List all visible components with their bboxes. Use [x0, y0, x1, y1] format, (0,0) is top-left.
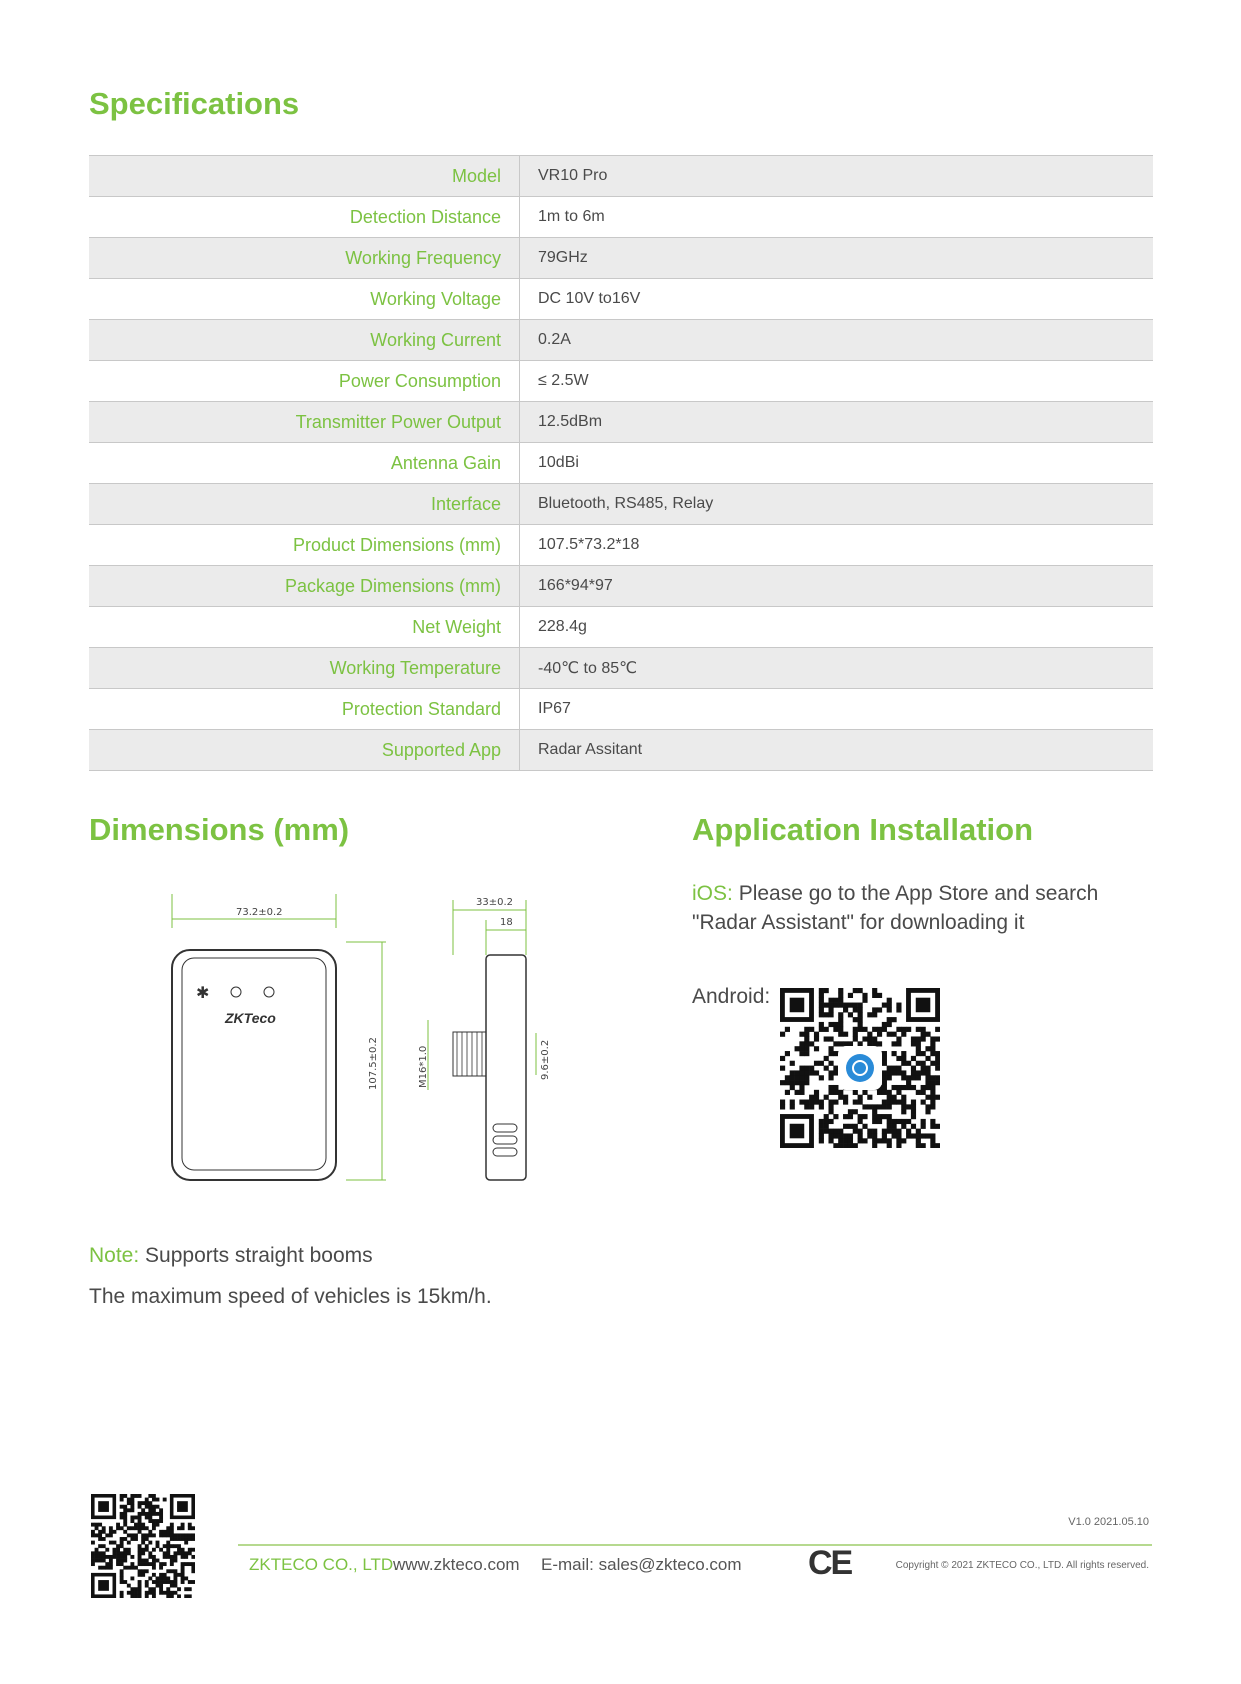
spec-value: 10dBi — [520, 443, 1154, 484]
note-label: Note: — [89, 1244, 140, 1267]
spec-label: Working Voltage — [89, 279, 520, 320]
ios-label: iOS: — [692, 882, 733, 905]
bolt-thread-lines — [457, 1032, 482, 1076]
spec-row — [89, 197, 1153, 238]
bluetooth-icon: ✱ — [196, 983, 210, 1002]
spec-label: Package Dimensions (mm) — [89, 566, 520, 607]
version-date: V1.0 2021.05.10 — [1068, 1516, 1149, 1528]
note-text: Supports straight booms — [145, 1244, 373, 1267]
spec-row — [89, 361, 1153, 402]
spec-row — [89, 402, 1153, 443]
footer-qr-code — [91, 1494, 195, 1598]
specifications-table — [89, 155, 1153, 771]
spec-value: IP67 — [520, 689, 1154, 730]
spec-row — [89, 484, 1153, 525]
dimensions-drawing — [150, 890, 560, 1200]
vent-slot-3 — [493, 1148, 517, 1156]
ios-text: Please go to the App Store and search "Radar Assistant" for downloading it — [692, 882, 1099, 934]
spec-value: 0.2A — [520, 320, 1154, 361]
depth-body-label: 18 — [500, 917, 513, 928]
spec-value: -40℃ to 85℃ — [520, 648, 1154, 689]
spec-label: Supported App — [89, 730, 520, 771]
spec-label: Protection Standard — [89, 689, 520, 730]
footer-email-link[interactable]: E-mail: sales@zkteco.com — [541, 1555, 742, 1574]
spec-value: 166*94*97 — [520, 566, 1154, 607]
spec-label: Interface — [89, 484, 520, 525]
spec-row — [89, 607, 1153, 648]
android-label: Android: — [692, 985, 771, 1008]
spec-value: 107.5*73.2*18 — [520, 525, 1154, 566]
spec-row — [89, 156, 1153, 197]
spec-value: DC 10V to16V — [520, 279, 1154, 320]
dimensions-title: Dimensions (mm) — [89, 812, 350, 847]
spec-label: Working Temperature — [89, 648, 520, 689]
ce-mark-icon: CE — [808, 1544, 852, 1582]
spec-label: Working Current — [89, 320, 520, 361]
ios-instructions — [692, 879, 1162, 937]
spec-value: Radar Assitant — [520, 730, 1154, 771]
device-side-outline — [486, 955, 526, 1180]
footer-company: ZKTECO CO., LTD. — [249, 1555, 398, 1574]
app-installation-title: Application Installation — [692, 812, 1034, 847]
note-line — [89, 1241, 373, 1270]
spec-value: 228.4g — [520, 607, 1154, 648]
spec-label: Net Weight — [89, 607, 520, 648]
spec-value: 12.5dBm — [520, 402, 1154, 443]
spec-value: 1m to 6m — [520, 197, 1154, 238]
spec-row — [89, 443, 1153, 484]
spec-label: Antenna Gain — [89, 443, 520, 484]
footer-divider — [238, 1544, 1152, 1546]
width-label: 73.2±0.2 — [236, 907, 283, 918]
specifications-title: Specifications — [89, 86, 300, 121]
spec-label: Product Dimensions (mm) — [89, 525, 520, 566]
copyright-text: Copyright © 2021 ZKTECO CO., LTD. All rights reserved. — [895, 1560, 1149, 1571]
android-qr-code — [780, 988, 940, 1148]
mount-label: 9.6±0.2 — [540, 1039, 551, 1080]
vent-slot-1 — [493, 1124, 517, 1132]
spec-label: Working Frequency — [89, 238, 520, 279]
device-mount-bolt — [453, 1032, 486, 1076]
spec-label: Power Consumption — [89, 361, 520, 402]
spec-value: 79GHz — [520, 238, 1154, 279]
spec-value: VR10 Pro — [520, 156, 1154, 197]
footer-website-link[interactable]: www.zkteco.com — [393, 1555, 520, 1574]
indicator-led-2 — [264, 987, 274, 997]
spec-row — [89, 730, 1153, 771]
spec-row — [89, 320, 1153, 361]
spec-label: Transmitter Power Output — [89, 402, 520, 443]
height-label: 107.5±0.2 — [368, 1037, 379, 1090]
spec-value: ≤ 2.5W — [520, 361, 1154, 402]
indicator-led-1 — [231, 987, 241, 997]
spec-value: Bluetooth, RS485, Relay — [520, 484, 1154, 525]
spec-label: Detection Distance — [89, 197, 520, 238]
spec-row — [89, 238, 1153, 279]
speed-note: The maximum speed of vehicles is 15km/h. — [89, 1285, 492, 1308]
spec-row — [89, 279, 1153, 320]
spec-row — [89, 689, 1153, 730]
vent-slot-2 — [493, 1136, 517, 1144]
spec-row — [89, 648, 1153, 689]
device-logo-text: ZKTeco — [225, 1010, 276, 1026]
depth-total-label: 33±0.2 — [476, 897, 514, 908]
spec-row — [89, 566, 1153, 607]
spec-row — [89, 525, 1153, 566]
thread-label: M16*1.0 — [418, 1045, 429, 1088]
spec-label: Model — [89, 156, 520, 197]
